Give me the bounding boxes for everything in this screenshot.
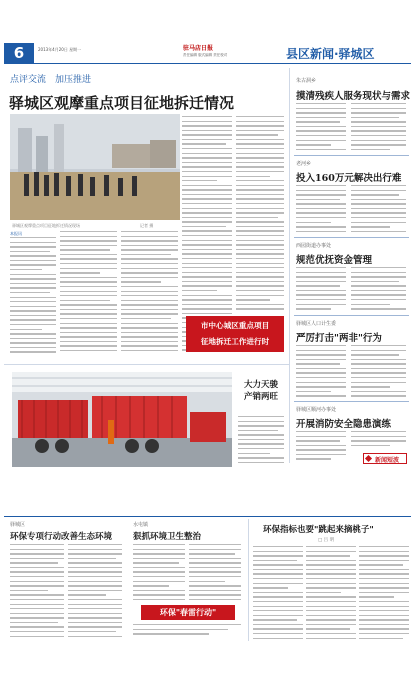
lead-text-col1 (10, 237, 56, 357)
lead-photo-credit: 记者 摄 (140, 223, 154, 228)
lead-byline: 本报讯 (10, 231, 22, 236)
issue-date: 2013年4月20日 星期一 (38, 47, 82, 52)
lead-text-col5 (236, 116, 284, 314)
bottom-rule (4, 516, 411, 517)
sidebar-divider (289, 68, 290, 463)
sidebar-item-4-text-b (351, 345, 406, 397)
lead-red-box (186, 316, 284, 352)
sidebar-item-5-tag: 驿城区顺河办事处 (296, 407, 337, 413)
lead-photo (10, 114, 180, 220)
bottom-col3-divider (248, 519, 249, 641)
feature-top-rule (4, 364, 290, 365)
sidebar-item-3-text-a (296, 267, 346, 311)
sidebar-item-1-text-b (351, 103, 406, 151)
diamond-icon (365, 455, 372, 462)
sidebar-item-1-tag: 朱古洞乡 (296, 78, 317, 84)
bottom-col3-text-c (359, 546, 409, 640)
bottom-col1-text-b (68, 544, 122, 640)
bottom-col3-text-b (306, 546, 356, 640)
sidebar-item-1-text-a (296, 103, 346, 151)
lead-photo-caption: 驿城区观摩重点项目征地拆迁情况现场 (12, 223, 80, 228)
page-number: 6 (4, 43, 34, 63)
masthead-subline: 责任编辑 版式编辑 责任校对 (183, 53, 228, 57)
sidebar-item-5-text-a (296, 431, 346, 461)
sidebar-item-2-tag: 老河乡 (296, 161, 312, 167)
sidebar-item-3-tag: 西园街道办事处 (296, 243, 332, 249)
sidebar-item-5-headline: 开展消防安全隐患演练 (296, 419, 392, 430)
feature-headline-line1: 大力天骏 (244, 380, 279, 390)
sidebar-divider-3 (294, 315, 409, 316)
bottom-col2-text-a (133, 544, 185, 600)
bottom-col2-tag: 水屯镇 (133, 522, 149, 528)
bottom-red-box: 环保"春雷行动" (141, 605, 235, 620)
sidebar-divider-2 (294, 237, 409, 238)
sidebar-divider-4 (294, 401, 409, 402)
feature-photo (12, 372, 232, 467)
feature-headline (244, 379, 278, 403)
bottom-col2-headline: 狠抓环境卫生整治 (133, 532, 202, 542)
lead-headline: 驿城区观摩重点项目征地拆迁情况 (9, 94, 235, 112)
bottom-col1-text-a (10, 544, 64, 640)
feature-text (238, 416, 284, 466)
sidebar-item-2-text-a (296, 185, 346, 233)
bottom-col1-tag: 驿城区 (10, 522, 26, 528)
bottom-col1-headline: 环保专项行动改善生态环境 (10, 532, 113, 542)
sidebar-item-3-headline: 规范优抚资金管理 (296, 255, 373, 266)
sidebar-item-2-text-b (351, 185, 406, 233)
bottom-col3-byline: □ 吕 明 (318, 538, 335, 543)
bottom-col3-headline: 环保指标也要"跳起来摘桃子" (263, 525, 374, 535)
lead-text-col3 (121, 231, 178, 357)
masthead-logo: 驻马店日报 (183, 45, 214, 52)
lead-red-box-line2: 征地拆迁工作进行时 (200, 337, 270, 346)
sidebar-item-1-headline: 摸清残疾人服务现状与需求 (296, 91, 411, 102)
header-rule (4, 63, 411, 64)
bottom-col2-text-c (133, 624, 241, 638)
sidebar-item-4-text-a (296, 345, 346, 397)
lead-text-col2 (60, 231, 117, 357)
sidebar-item-3-text-b (351, 267, 406, 311)
sidebar-item-2-headline: 投入160万元解决出行难 (296, 173, 402, 184)
sidebar-item-5-text-b (351, 431, 406, 449)
lead-kicker: 点评交流 加压推进 (10, 75, 92, 85)
news-brief-badge (363, 453, 407, 464)
bottom-col2-text-b (189, 544, 241, 600)
section-title: 县区新闻·驿城区 (286, 47, 375, 61)
feature-headline-line2: 产销两旺 (244, 392, 279, 402)
lead-red-box-line1: 市中心城区重点项目 (200, 321, 270, 330)
sidebar-item-4-tag: 驿城区人口计生委 (296, 321, 337, 327)
bottom-col3-text-a (253, 546, 303, 640)
sidebar-item-4-headline: 严厉打击"两非"行为 (296, 333, 382, 344)
news-brief-label: 新闻短波 (375, 457, 400, 464)
sidebar-divider-1 (294, 155, 409, 156)
